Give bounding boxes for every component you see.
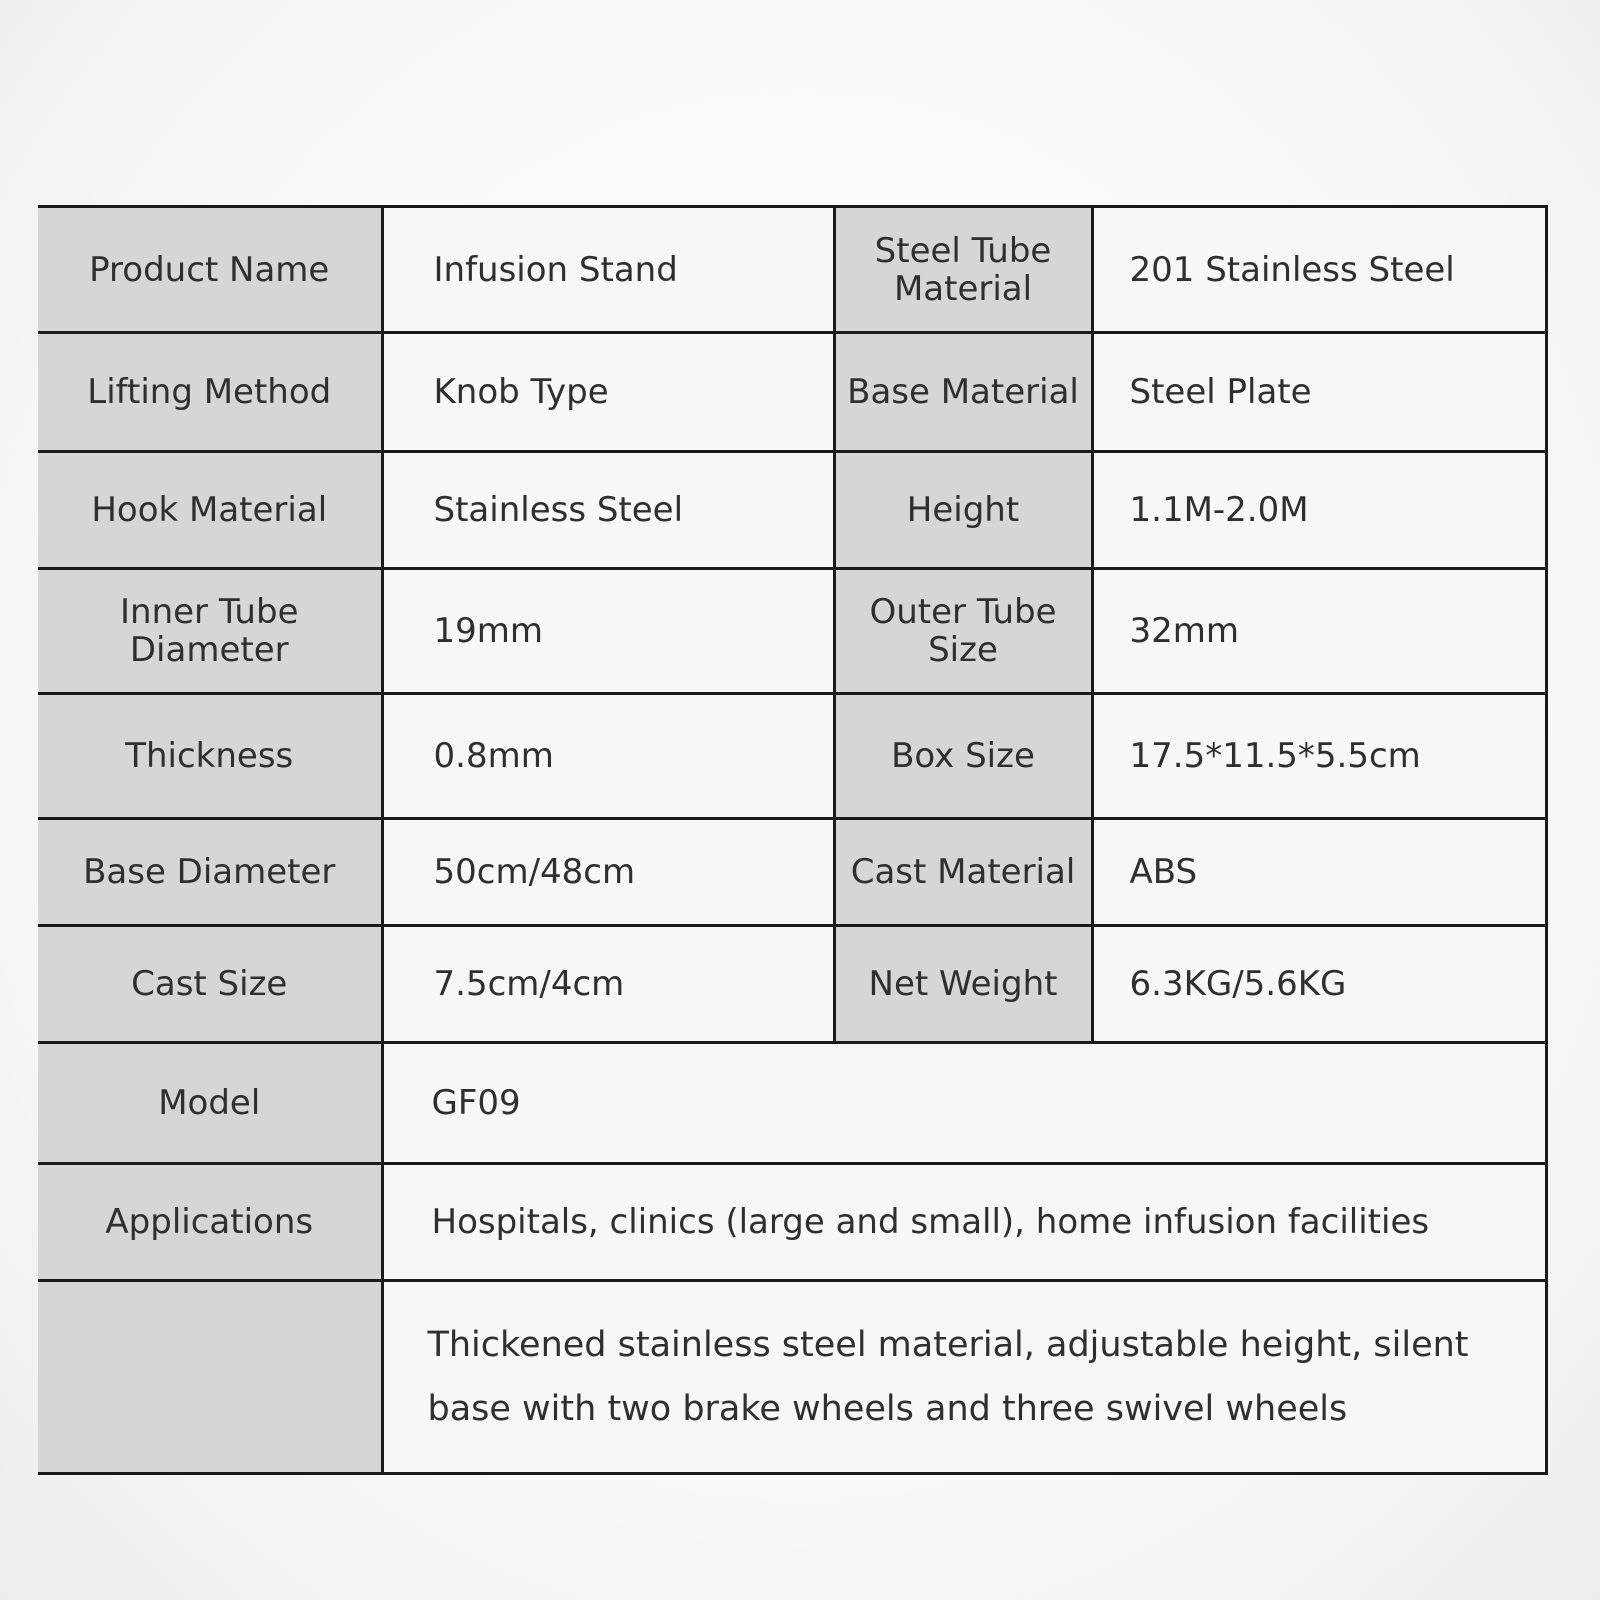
features-value: Thickened stainless steel material, adjustable height, silent base with two brake wheels and three swivel wheels [382, 1281, 1546, 1474]
table-row [38, 207, 1546, 333]
spec-value: 50cm/48cm [382, 819, 834, 926]
spec-label: Steel Tube Material [834, 207, 1092, 333]
spec-label: Inner Tube Diameter [38, 569, 382, 694]
spec-value: 0.8mm [382, 694, 834, 819]
table-row [38, 694, 1546, 819]
table-row [38, 333, 1546, 452]
spec-value: 19mm [382, 569, 834, 694]
spec-label: Thickness [38, 694, 382, 819]
spec-value: 17.5*11.5*5.5cm [1092, 694, 1546, 819]
table-row [38, 819, 1546, 926]
table-row-applications [38, 1164, 1546, 1281]
spec-value: 7.5cm/4cm [382, 926, 834, 1043]
spec-label: Outer Tube Size [834, 569, 1092, 694]
spec-value: 32mm [1092, 569, 1546, 694]
features-label-cell [38, 1281, 382, 1474]
spec-label: Hook Material [38, 452, 382, 569]
spec-label: Base Diameter [38, 819, 382, 926]
table-row [38, 926, 1546, 1043]
model-label: Model [38, 1043, 382, 1164]
spec-label: Lifting Method [38, 333, 382, 452]
spec-label: Base Material [834, 333, 1092, 452]
table-row-features [38, 1281, 1546, 1474]
table-row-model [38, 1043, 1546, 1164]
applications-value: Hospitals, clinics (large and small), home infusion facilities [382, 1164, 1546, 1281]
spec-value: 201 Stainless Steel [1092, 207, 1546, 333]
table-row [38, 569, 1546, 694]
spec-value: 6.3KG/5.6KG [1092, 926, 1546, 1043]
spec-value: ABS [1092, 819, 1546, 926]
spec-value: Knob Type [382, 333, 834, 452]
spec-value: Stainless Steel [382, 452, 834, 569]
spec-value: 1.1M-2.0M [1092, 452, 1546, 569]
spec-label: Cast Material [834, 819, 1092, 926]
spec-value: Steel Plate [1092, 333, 1546, 452]
model-value: GF09 [382, 1043, 1546, 1164]
spec-label: Height [834, 452, 1092, 569]
spec-label: Net Weight [834, 926, 1092, 1043]
spec-label: Box Size [834, 694, 1092, 819]
spec-table [38, 205, 1548, 1475]
spec-value: Infusion Stand [382, 207, 834, 333]
applications-label: Applications [38, 1164, 382, 1281]
spec-label: Cast Size [38, 926, 382, 1043]
spec-label: Product Name [38, 207, 382, 333]
table-row [38, 452, 1546, 569]
